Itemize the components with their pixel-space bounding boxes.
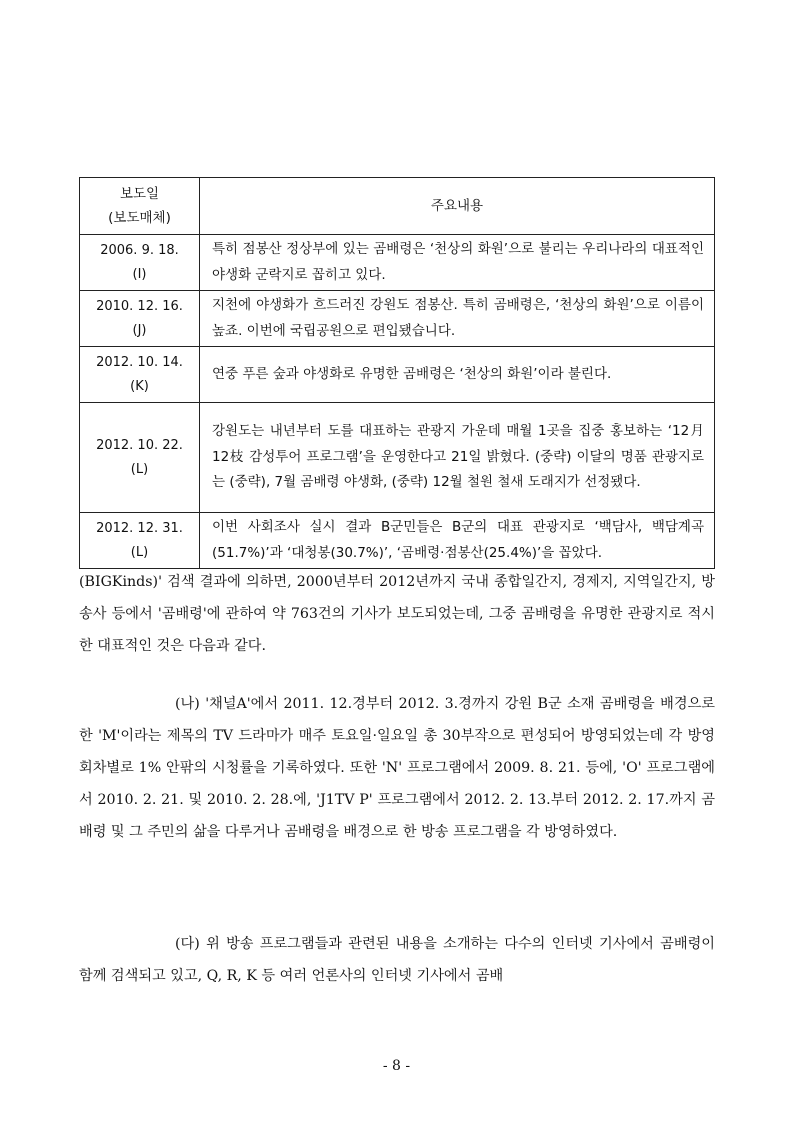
header-date-line2: (보도매체) <box>108 210 171 226</box>
report-date: 2012. 12. 31. <box>96 520 183 536</box>
table-header-row <box>80 178 715 235</box>
header-date-line1: 보도일 <box>119 186 160 202</box>
report-date: 2010. 12. 16. <box>96 298 183 314</box>
table-row <box>80 347 715 403</box>
paragraph-na: (나) '채널A'에서 2011. 12.경부터 2012. 3.경까지 강원 B군 소재 곰배령을 배경으로 한 'M'이라는 제목의 TV 드라마가 매주 토요일·일요일 총 30부작으로 편성되어 방영되었는데 각 방영 회차별로 1% 안팎의 시청률을 기록하였다. 또한 'N' 프로그램에서 2009. 8. 21. 등에, 'O' 프로그램에서 2010. 2. 21. 및 2010. 2. 28.에, 'J1TV P' 프로그램에서 2012. 2. 13.부터 2012. 2. 17.까지 곰배령 및 그 주민의 삶을 다루거나 곰배령을 배경으로 한 방송 프로그램을 각 방영하였다. <box>79 696 715 840</box>
row-date-cell <box>80 347 200 403</box>
report-media: (J) <box>132 322 147 338</box>
table-row <box>80 291 715 347</box>
report-date: 2012. 10. 14. <box>96 354 183 370</box>
table-row <box>80 403 715 513</box>
header-content: 주요내용 <box>200 178 715 235</box>
row-date-cell <box>80 235 200 291</box>
header-date <box>80 178 200 235</box>
report-content: 이번 사회조사 실시 결과 B군민들은 B군의 대표 관광지로 ‘백담사, 백담계곡(51.7%)’과 ‘대청봉(30.7%)’, ‘곰배령·점봉산(25.4%)’을 꼽았다. <box>200 513 715 569</box>
report-media: (K) <box>130 378 149 394</box>
table-row <box>80 235 715 291</box>
report-media: (L) <box>130 544 149 560</box>
row-date-cell <box>80 403 200 513</box>
report-content: 연중 푸른 숲과 야생화로 유명한 곰배령은 ‘천상의 화원’이라 불린다. <box>200 347 715 403</box>
news-report-table <box>79 177 715 569</box>
page-number: - 8 - <box>382 1058 411 1074</box>
report-content: 특히 점봉산 정상부에 있는 곰배령은 ‘천상의 화원’으로 불리는 우리나라의 대표적인 야생화 군락지로 꼽히고 있다. <box>200 235 715 291</box>
paragraph-da: (다) 위 방송 프로그램들과 관련된 내용을 소개하는 다수의 인터넷 기사에서 곰배령이 함께 검색되고 있고, Q, R, K 등 여러 언론사의 인터넷 기사에서 곰배 <box>79 936 715 984</box>
paragraph-bigkinds: (BIGKinds)' 검색 결과에 의하면, 2000년부터 2012년까지 국내 종합일간지, 경제지, 지역일간지, 방송사 등에서 '곰배령'에 관하여 약 763건의 기사가 보도되었는데, 그중 곰배령을 유명한 관광지로 적시한 대표적인 것은 다음과 같다. <box>79 574 715 654</box>
row-date-cell <box>80 291 200 347</box>
report-media: (L) <box>130 461 149 477</box>
report-content: 지천에 야생화가 흐드러진 강원도 점봉산. 특히 곰배령은, ‘천상의 화원’으로 이름이 높죠. 이번에 국립공원으로 편입됐습니다. <box>200 291 715 347</box>
table-row <box>80 513 715 569</box>
report-media: (I) <box>132 266 147 282</box>
report-content: 강원도는 내년부터 도를 대표하는 관광지 가운데 매월 1곳을 집중 홍보하는 ‘12月 12枝 감성투어 프로그램’을 운영한다고 21일 밝혔다. (중략) 이달의 명품 관광지로는 (중략), 7월 곰배령 야생화, (중략) 12월 철원 철새 도래지가 선정됐다. <box>200 403 715 513</box>
report-date: 2012. 10. 22. <box>96 437 183 453</box>
row-date-cell <box>80 513 200 569</box>
report-date: 2006. 9. 18. <box>100 242 179 258</box>
